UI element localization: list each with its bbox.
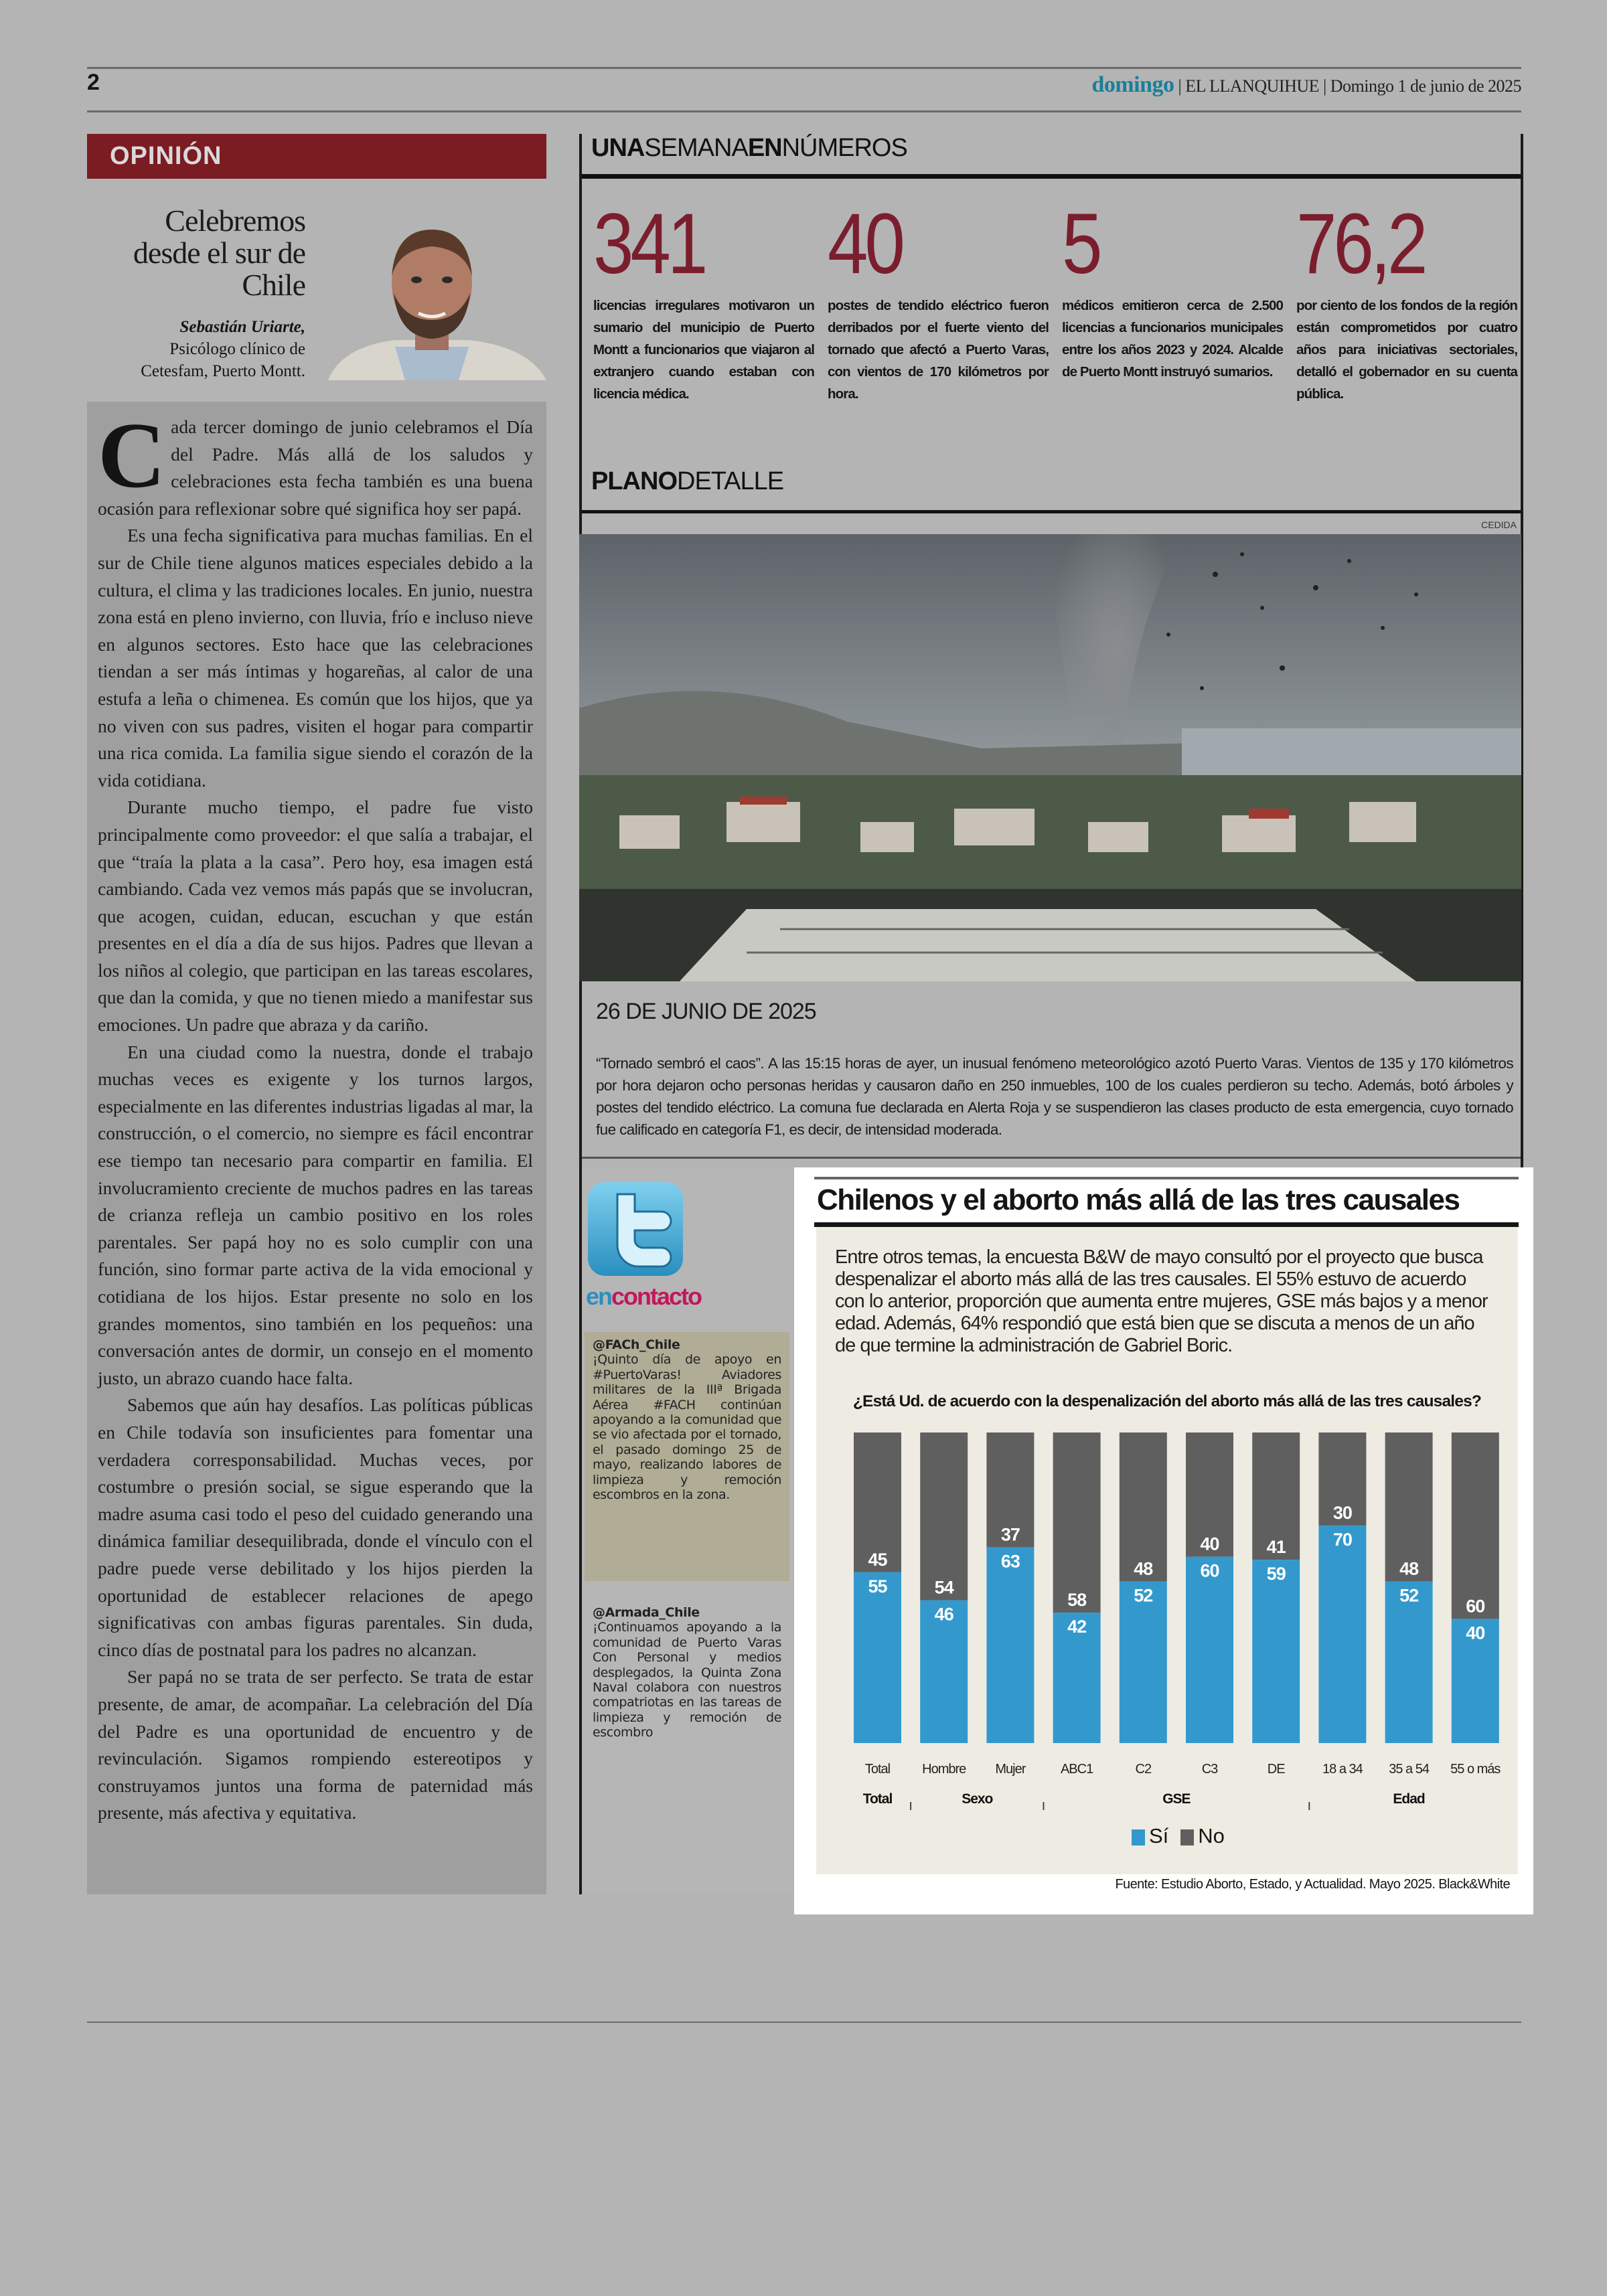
stat-text: postes de tendido eléctrico fueron derribados por el fuerte viento del tornado que afectó a Puerto Varas, con vientos de 170 kilómetros por hora. [828, 298, 1049, 402]
opinion-headline: Celebremos desde el sur de Chile [133, 203, 305, 302]
bar-no-segment [920, 1432, 968, 1601]
tweet-handle: @Armada_Chile [593, 1605, 700, 1620]
data-label-si: 52 [1399, 1585, 1419, 1606]
author-name: Sebastián Uriarte, [179, 318, 305, 336]
bar-si-segment [1186, 1557, 1233, 1743]
stat-text: licencias irregulares motivaron un sumario del municipio de Puerto Montt a funcionarios que viajaron al extranjero cuando estaban con licencia médica. [593, 298, 814, 402]
data-label-si: 42 [1067, 1617, 1087, 1637]
bar-si-segment [854, 1572, 901, 1743]
data-label-si: 63 [1000, 1551, 1020, 1572]
legend-item-no: No [1180, 1824, 1225, 1848]
bar-no-segment [1053, 1432, 1101, 1613]
data-label-si: 60 [1200, 1560, 1219, 1581]
stat-text: por ciento de los fondos de la región están comprometidos por cuatro años para iniciativas sectoriales, detalló el gobernador en su cuenta pública. [1296, 298, 1517, 402]
legend-swatch [1180, 1829, 1194, 1846]
author-role: Psicólogo clínico de Cetesfam, Puerto Montt. [141, 340, 305, 380]
category-label: Hombre [922, 1762, 966, 1777]
photo-caption: “Tornado sembró el caos”. A las 15:15 horas de ayer, un inusual fenómeno meteorológico azotó Puerto Varas. Vientos de 135 y 170 kilómetros por hora dejaron ocho personas heridas y causaron daño en 250 inmuebles, 100 de los cuales perdieron su techo. Además, botó árboles y postes del tendido eléctrico. La comuna fue declarada en Alerta Roja y se suspendieron las clases producto de esta emergencia, cuyo tornado fue calificado en categoría F1, es decir, de intensidad moderada. [596, 1055, 1513, 1138]
issue-date: Domingo 1 de junio de 2025 [1330, 76, 1521, 96]
infographic-title: Chilenos y el aborto más allá de las tres causales [817, 1183, 1460, 1216]
article-paragraph: Sabemos que aún hay desafíos. Las políticas públicas en Chile todavía son insuficientes para fomentar una verdadera corresponsabilidad. Muchas veces, por costumbre o presión social, se sigue esperando que la madre asuma casi todo el peso del cuidado generando una dinámica familiar desequilibrada, donde el vínculo con el padre puede verse debilitado y los hijos pierden la oportunidad de establecer relaciones de apego significativas con ambas figuras parentales. Sin duda, cinco días de postnatal para los padres no alcanzan. [98, 1394, 533, 1660]
author-photo [315, 213, 546, 380]
section-divider [582, 1157, 1521, 1159]
plano-heading: PLANODETALLE [591, 467, 784, 495]
bar-si-segment [1385, 1582, 1433, 1743]
category-label: C2 [1135, 1762, 1152, 1777]
bar-si-segment [986, 1548, 1034, 1743]
group-label: GSE [1162, 1791, 1191, 1807]
bar-si-segment [1120, 1582, 1167, 1743]
category-label: Total [864, 1762, 891, 1777]
infographic-intro: Entre otros temas, la encuesta B&W de mayo consultó por el proyecto que busca despenalizar el aborto más allá de las tres causales. El 55% estuvo de acuerdo con lo anterior, proporción que aumenta entre mujeres, GSE más bajos y a menor edad. Además, 64% respondió que está bien que se discuta a menos de un año de que termine la administración de Gabriel Boric. [835, 1246, 1488, 1356]
data-label-si: 40 [1466, 1623, 1485, 1643]
category-label: Mujer [995, 1762, 1026, 1777]
byline [100, 316, 305, 382]
section-label: OPINIÓN [110, 142, 222, 170]
article-paragraph: Durante mucho tiempo, el padre fue visto principalmente como proveedor: el que salía a trabajar, el que “traía la plata a la casa”. Pero hoy, esa imagen está cambiando. Cada vez vemos más papás que se involucran, que acogen, cuidan, educan, escuchan y que están presentes en el día a día de sus hijos. Padres que llevan a los niños al colegio, que participan en las tareas escolares, que dan la comida, y que no tienen miedo a manifestar sus emociones. Un padre que abraza y da cariño. [98, 797, 533, 1036]
data-label-no: 48 [1134, 1558, 1153, 1579]
article-paragraph: Cada tercer domingo de junio celebramos el Día del Padre. Más allá de los saludos y celebraciones esta fecha también es una buena ocasión para reflexionar sobre qué significa hoy ser papá. [98, 404, 533, 519]
tornado-photo [579, 534, 1521, 981]
category-label: 18 a 34 [1322, 1762, 1363, 1777]
data-label-no: 58 [1067, 1590, 1087, 1611]
chart-legend [1132, 1824, 1225, 1848]
twitter-logo-icon [585, 1179, 686, 1279]
group-label: Total [862, 1791, 893, 1807]
category-label: DE [1267, 1762, 1285, 1777]
category-label: C3 [1201, 1762, 1218, 1777]
stat-value: 5 [1062, 196, 1099, 292]
encontacto-label: encontacto [586, 1283, 702, 1310]
publication-name: EL LLANQUIHUE [1185, 76, 1320, 96]
category-label: 35 a 54 [1389, 1762, 1429, 1777]
chart-title: ¿Está Ud. de acuerdo con la despenalización del aborto más allá de las tres causales? [852, 1392, 1482, 1410]
bar-no-segment [1452, 1432, 1499, 1619]
data-label-si: 52 [1134, 1585, 1153, 1606]
stat-value: 40 [828, 196, 902, 292]
numbers-rule [582, 174, 1521, 179]
tweet-handle: @FACh_Chile [593, 1337, 680, 1352]
tweet-card [585, 1332, 789, 1581]
drop-cap: C [98, 404, 166, 507]
legend-swatch [1132, 1829, 1145, 1846]
tweet-text: ¡Quinto día de apoyo en #PuertoVaras! Aviadores militares de la IIIª Brigada Aérea #FACH continúan apoyando a la comunidad que se vio afectada por el tornado, el pasado domingo 25 de mayo, realizando labores de limpieza y remoción escombros en la zona. [593, 1352, 781, 1503]
data-label-si: 70 [1332, 1530, 1352, 1550]
bar-si-segment [1252, 1560, 1300, 1743]
opinion-section-bar [87, 134, 546, 179]
group-label: Edad [1393, 1791, 1425, 1807]
stat-item [1296, 196, 1517, 405]
data-label-no: 40 [1200, 1534, 1219, 1554]
article-paragraph: Es una fecha significativa para muchas familias. En el sur de Chile tiene algunos matices especiales debido a la cultura, el clima y las tradiciones locales. En junio, nuestra zona está en pleno invierno, con lluvia, frío e incluso nieve en algunos sectores. Esto hace que las celebraciones tiendan a ser más íntimas y hogareñas, al calor de una estufa a leña o chimenea. Es común que los hijos, que ya no viven con sus padres, visiten el hogar para compartir una rica comida. La familia sigue siendo el corazón de la vida cotidiana. [98, 525, 533, 791]
top-rule [87, 67, 1521, 69]
article-paragraph: En una ciudad como la nuestra, donde el trabajo muchas veces es exigente y los turnos largos, especialmente en las diferentes industrias ligadas al mar, la construcción, o el comercio, no siempre es fácil encontrar ese tiempo tan necesario para compartir en familia. El involucramiento creciente de muchos padres en las tareas de crianza refleja un cambio positivo en los roles parentales. Ser papá hoy no es solo cumplir con una función, sino formar parte activa de la vida emocional y cotidiana de los hijos. Estar presente no solo en los grandes momentos, sino también en los pequeños: una conversación antes de dormir, un consejo en el momento justo, un abrazo cuando hace falta. [98, 1041, 533, 1388]
photo-credit: CEDIDA [1481, 519, 1517, 530]
data-label-si: 59 [1266, 1564, 1286, 1584]
data-label-no: 30 [1332, 1503, 1352, 1524]
data-label-si: 55 [868, 1576, 887, 1596]
stat-text: médicos emitieron cerca de 2.500 licencias a funcionarios municipales entre los años 2023 y 2024. Alcalde de Puerto Montt instruyó sumarios. [1062, 298, 1283, 380]
stat-value: 341 [593, 196, 705, 292]
chart-source: Fuente: Estudio Aborto, Estado, y Actualidad. Mayo 2025. Black&White [1115, 1877, 1510, 1892]
group-label: Sexo [962, 1791, 993, 1807]
stacked-bar-chart [816, 1419, 1518, 1821]
article-paragraph: Ser papá no se trata de ser perfecto. Se trata de estar presente, de amar, de acompañar. La celebración del Día del Padre es una oportunidad de encuentro y de revinculación. Sigamos rompiendo estereotipos y construyamos juntos una forma de paternidad más presente, más afectiva y equitativa. [98, 1666, 533, 1823]
infographic-title-rule [814, 1222, 1519, 1227]
photo-date: 26 DE JUNIO DE 2025 [596, 999, 816, 1024]
numbers-heading: UNASEMANAENNÚMEROS [591, 134, 907, 162]
tweet-text: ¡Continuamos apoyando a la comunidad de Puerto Varas Con Personal y medios desplegados, la Quinta Zona Naval colabora con nuestros compatriotas en las tareas de limpieza y remoción de escombro [593, 1620, 781, 1740]
data-label-no: 48 [1399, 1558, 1419, 1579]
tweet-card [585, 1600, 789, 1787]
legend-item-si: Sí [1132, 1824, 1168, 1848]
stat-item [1062, 196, 1283, 383]
stat-item [593, 196, 814, 405]
category-label: ABC1 [1060, 1762, 1093, 1777]
bar-si-segment [1318, 1526, 1366, 1743]
bottom-rule [87, 2022, 1521, 2023]
infographic-top-rule [814, 1177, 1519, 1179]
data-label-no: 37 [1000, 1524, 1020, 1545]
header-rule [87, 110, 1521, 112]
category-label: 55 o más [1450, 1762, 1501, 1777]
stat-item [828, 196, 1049, 405]
page-number: 2 [87, 70, 100, 95]
data-label-si: 46 [934, 1604, 953, 1625]
plano-rule [582, 510, 1521, 513]
data-label-no: 41 [1266, 1537, 1286, 1558]
data-label-no: 54 [934, 1577, 953, 1598]
stat-value: 76,2 [1296, 196, 1425, 292]
brand-logo: domingo [1091, 72, 1174, 97]
opinion-article-body [87, 402, 546, 1894]
data-label-no: 60 [1466, 1596, 1485, 1617]
masthead: domingo | EL LLANQUIHUE | Domingo 1 de junio de 2025 [1091, 72, 1521, 97]
data-label-no: 45 [868, 1549, 887, 1570]
